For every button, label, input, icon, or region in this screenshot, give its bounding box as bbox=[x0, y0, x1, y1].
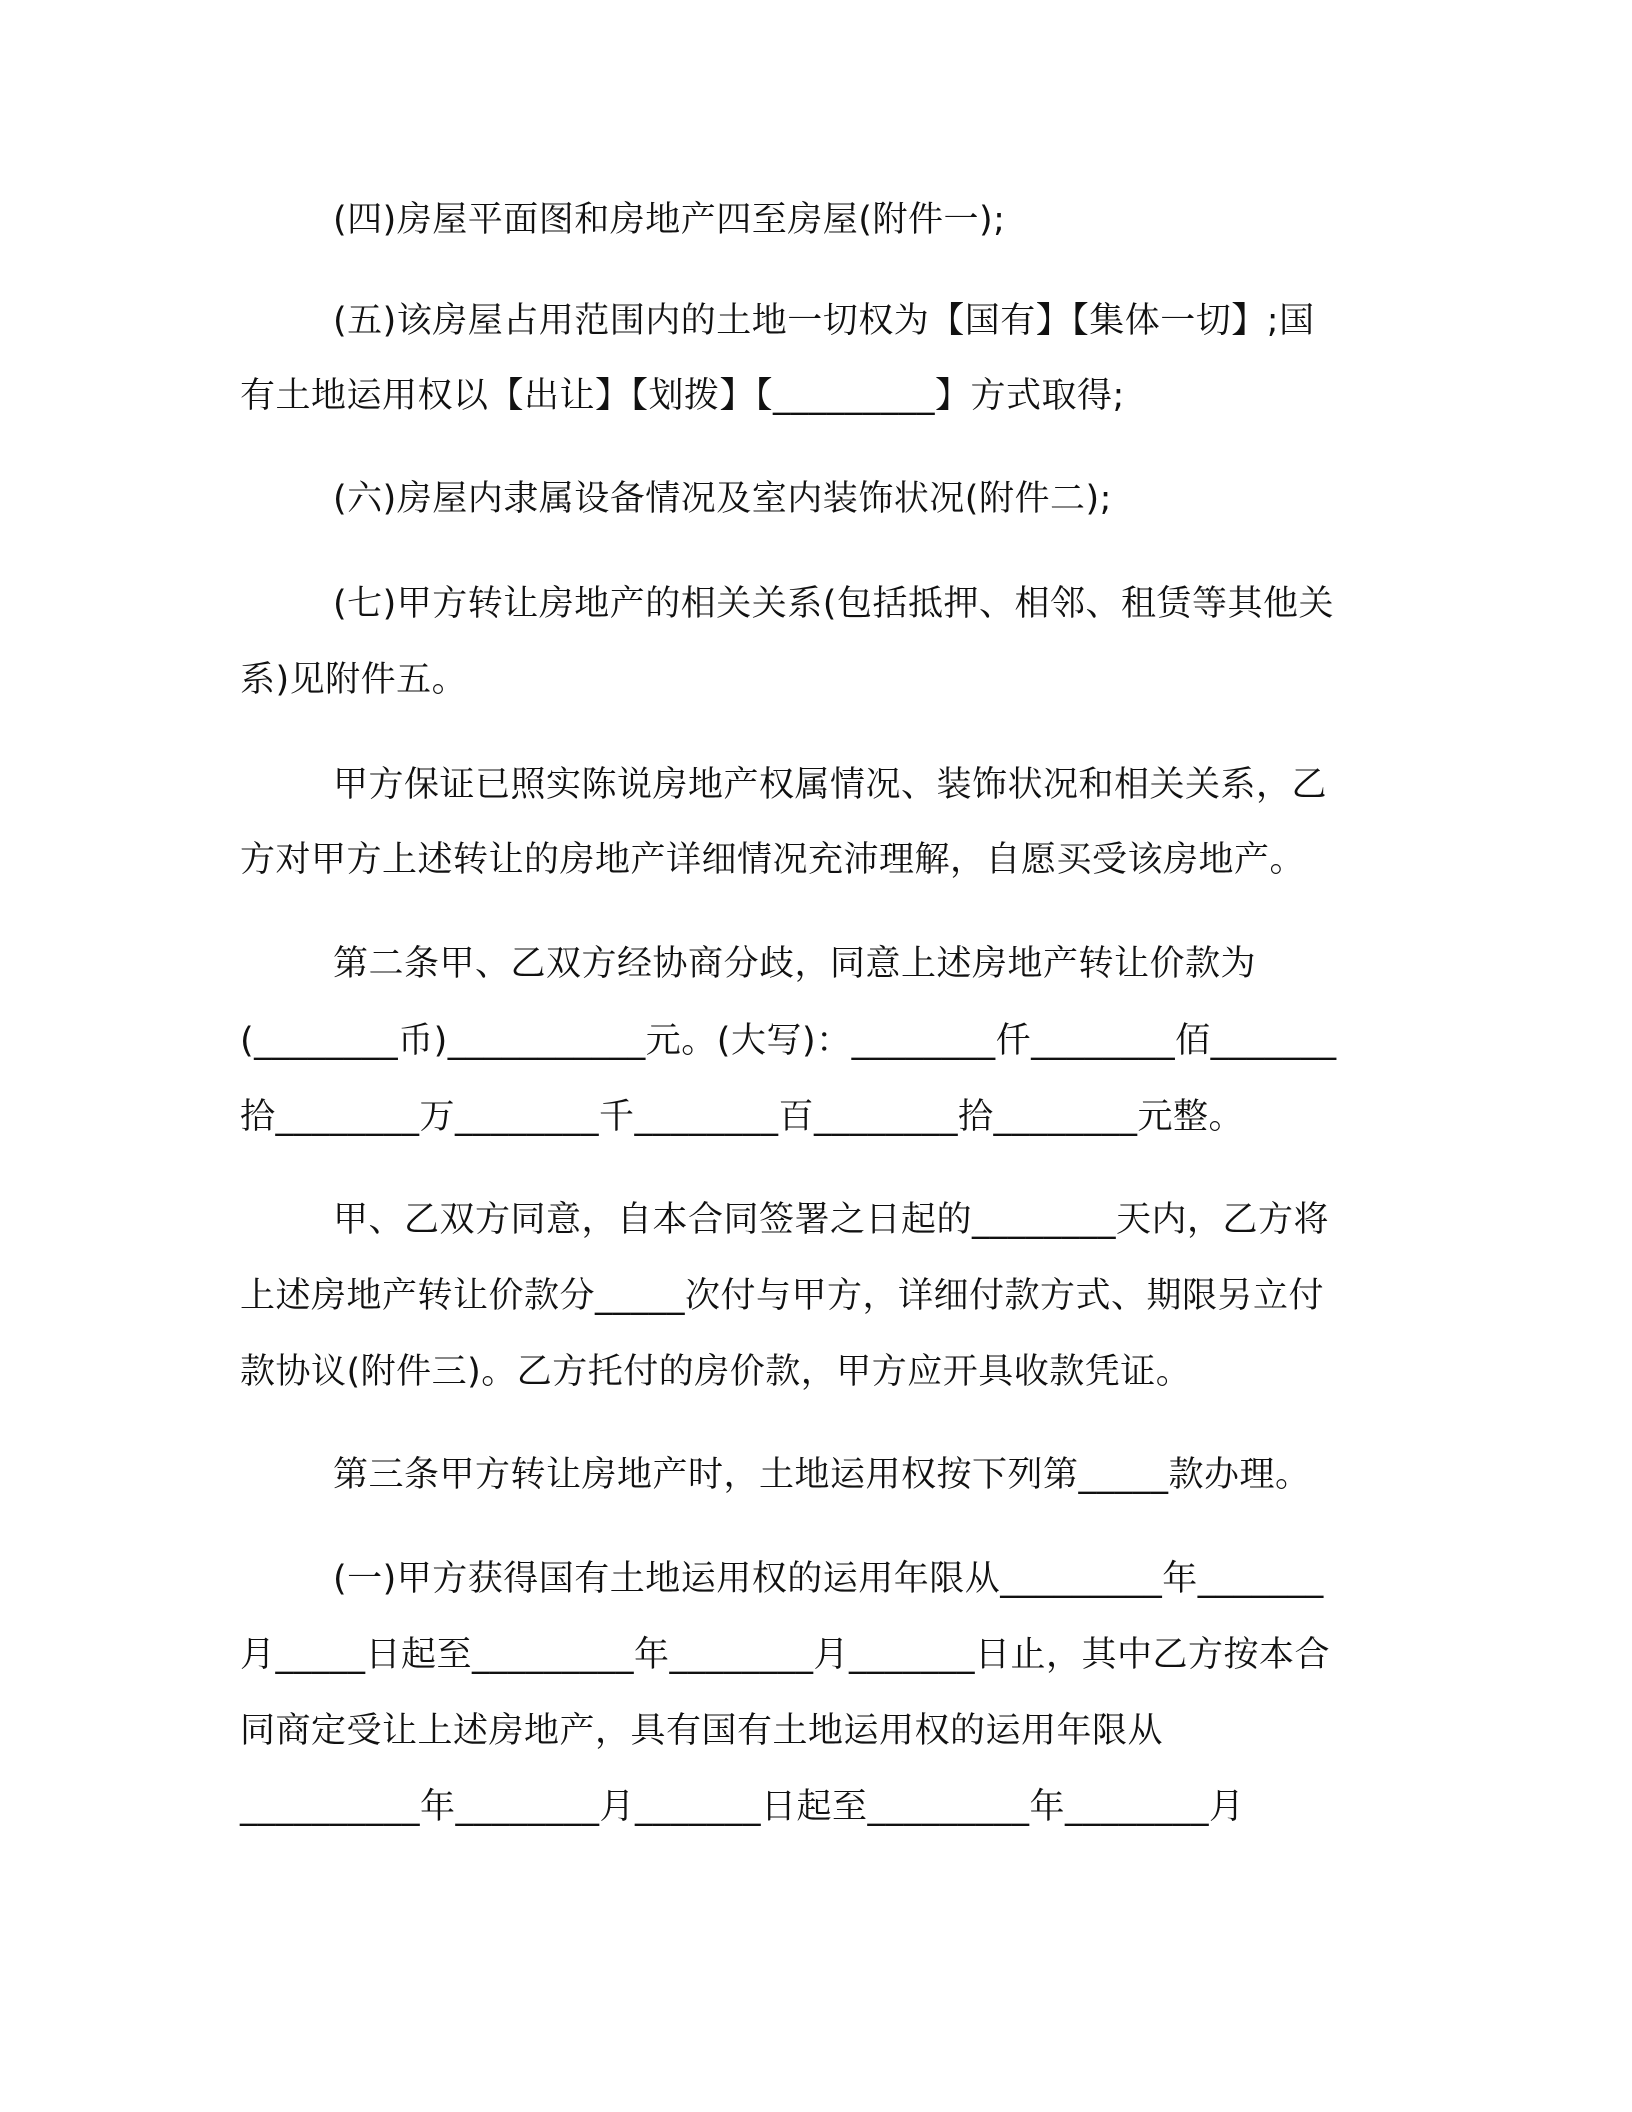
article-3-line: 第三条甲方转让房地产时，土地运用权按下列第_____款办理。 bbox=[333, 1455, 1311, 1495]
article-2-line-3: 拾________万________千________百________拾________元整。 bbox=[240, 1097, 1245, 1137]
article-3-item-1-line-3: 同商定受让上述房地产，具有国有土地运用权的运用年限从 bbox=[240, 1711, 1164, 1751]
article-2-line-2: (________币)___________元。(大写)：________仟________佰_______ bbox=[240, 1021, 1337, 1061]
clause-5-line-2: 有土地运用权以【出让】【划拨】【_________】方式取得; bbox=[240, 376, 1125, 416]
article-3-item-1-line-4: __________年________月_______日起至_________年________月 bbox=[240, 1787, 1245, 1827]
clause-7-line-1: (七)甲方转让房地产的相关关系(包括抵押、相邻、租赁等其他关 bbox=[333, 584, 1334, 624]
article-3-item-1-line-2: 月_____日起至_________年________月_______日止，其中乙方按本合 bbox=[240, 1635, 1331, 1675]
clause-6-line: (六)房屋内隶属设备情况及室内装饰状况(附件二); bbox=[333, 479, 1112, 519]
payment-paragraph-line-2: 上述房地产转让价款分_____次付与甲方，详细付款方式、期限另立付 bbox=[240, 1276, 1325, 1316]
article-2-line-1: 第二条甲、乙双方经协商分歧，同意上述房地产转让价款为 bbox=[333, 944, 1257, 984]
payment-paragraph-line-3: 款协议(附件三)。乙方托付的房价款，甲方应开具收款凭证。 bbox=[240, 1352, 1192, 1392]
article-3-item-1-line-1: (一)甲方获得国有土地运用权的运用年限从_________年_______ bbox=[333, 1559, 1324, 1599]
clause-5-line-1: (五)该房屋占用范围内的土地一切权为【国有】【集体一切】;国 bbox=[333, 301, 1315, 341]
guarantee-paragraph-line-2: 方对甲方上述转让的房地产详细情况充沛理解，自愿买受该房地产。 bbox=[240, 840, 1306, 880]
clause-4-line: (四)房屋平面图和房地产四至房屋(附件一); bbox=[333, 200, 1006, 240]
payment-paragraph-line-1: 甲、乙双方同意，自本合同签署之日起的________天内，乙方将 bbox=[333, 1200, 1330, 1240]
clause-7-line-2: 系)见附件五。 bbox=[240, 660, 468, 700]
guarantee-paragraph-line-1: 甲方保证已照实陈说房地产权属情况、装饰状况和相关关系，乙 bbox=[333, 765, 1328, 805]
